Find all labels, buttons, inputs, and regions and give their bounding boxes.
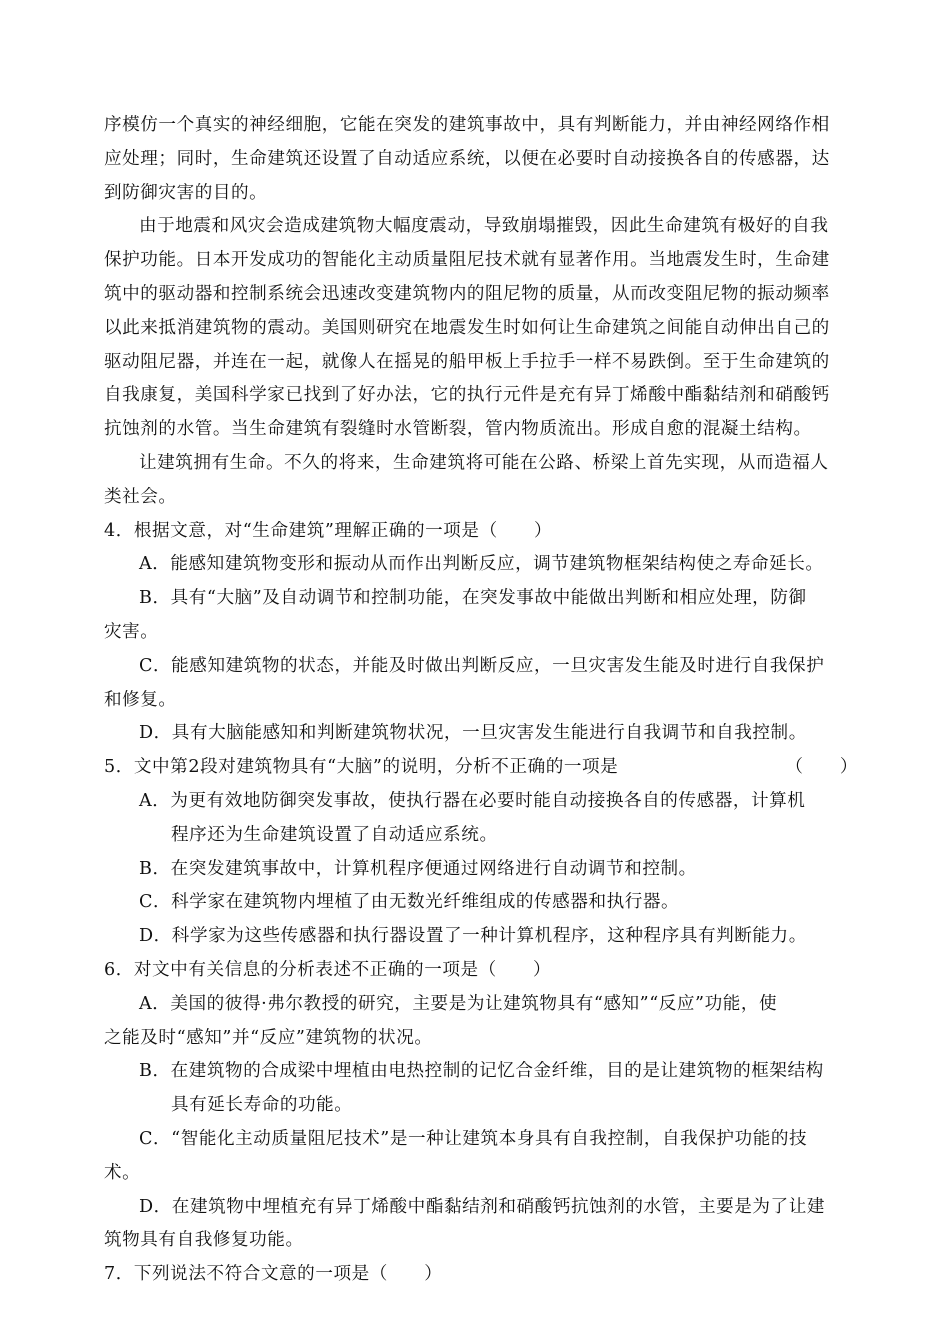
passage-line: 类社会。	[104, 486, 177, 507]
question-5-option-b: B．在突发建筑事故中，计算机程序便通过网络进行自动调节和控制。	[139, 858, 697, 879]
question-4-option-d: D．具有大脑能感知和判断建筑物状况，一旦灾害发生能进行自我调节和自我控制。	[139, 723, 807, 744]
question-6-option-d-continued: 筑物具有自我修复功能。	[104, 1230, 304, 1251]
question-4-stem: 4．根据文意，对“生命建筑”理解正确的一项是（ ）	[104, 520, 553, 541]
question-5-option-d: D．科学家为这些传感器和执行器设置了一种计算机程序，这种程序具有判断能力。	[139, 926, 807, 947]
question-6-option-c: C．“智能化主动质量阻尼技术”是一种让建筑本身具有自我控制，自我保护功能的技	[139, 1128, 808, 1149]
passage-line: 到防御灾害的目的。	[104, 182, 268, 203]
question-5-answer-paren: （ ）	[785, 757, 858, 778]
question-6-option-b: B．在建筑物的合成梁中埋植由电热控制的记忆合金纤维，目的是让建筑物的框架结构	[139, 1061, 824, 1082]
question-6-option-c-continued: 术。	[104, 1162, 141, 1183]
question-5-option-a-continued: 程序还为生命建筑设置了自动适应系统。	[171, 824, 498, 845]
question-4-option-a: A．能感知建筑物变形和振动从而作出判断反应，调节建筑物框架结构使之寿命延长。	[139, 554, 824, 575]
passage-line: 保护功能。日本开发成功的智能化主动质量阻尼技术就有显著作用。当地震发生时，生命建	[104, 250, 830, 271]
question-4-option-c-continued: 和修复。	[104, 689, 177, 710]
question-4-option-b-continued: 灾害。	[104, 621, 159, 642]
passage-line: 筑中的驱动器和控制系统会迅速改变建筑物内的阻尼物的质量，从而改变阻尼物的振动频率	[104, 283, 830, 304]
passage-line: 应处理；同时，生命建筑还设置了自动适应系统，以便在必要时自动接换各自的传感器，达	[104, 148, 830, 169]
question-5-stem: 5．文中第2段对建筑物具有“大脑”的说明，分析不正确的一项是	[104, 757, 619, 778]
question-5-stem-row	[104, 751, 872, 785]
passage-line: 由于地震和风灾会造成建筑物大幅度震动，导致崩塌摧毁，因此生命建筑有极好的自我	[139, 216, 829, 237]
question-6-stem: 6．对文中有关信息的分析表述不正确的一项是（ ）	[104, 959, 552, 980]
passage-line: 让建筑拥有生命。不久的将来，生命建筑将可能在公路、桥梁上首先实现，从而造福人	[139, 452, 829, 473]
question-6-option-d: D．在建筑物中埋植充有异丁烯酸中酯黏结剂和硝酸钙抗蚀剂的水管，主要是为了让建	[139, 1196, 825, 1217]
passage-line: 序模仿一个真实的神经细胞，它能在突发的建筑事故中，具有判断能力，并由神经网络作相	[104, 115, 830, 135]
passage-line: 驱动阻尼器，并连在一起，就像人在摇晃的船甲板上手拉手一样不易跌倒。至于生命建筑的	[104, 351, 830, 372]
question-6-option-a-continued: 之能及时“感知”并“反应”建筑物的状况。	[104, 1027, 433, 1048]
passage-line: 自我康复，美国科学家已找到了好办法，它的执行元件是充有异丁烯酸中酯黏结剂和硝酸钙	[104, 385, 830, 406]
question-7-stem: 7．下列说法不符合文意的一项是（ ）	[104, 1264, 443, 1285]
passage-line: 抗蚀剂的水管。当生命建筑有裂缝时水管断裂，管内物质流出。形成自愈的混凝土结构。	[104, 419, 812, 440]
question-6-option-b-continued: 具有延长寿命的功能。	[171, 1095, 353, 1116]
question-6-option-a: A．美国的彼得·弗尔教授的研究，主要是为让建筑物具有“感知”“反应”功能，使	[139, 993, 778, 1014]
question-4-option-b: B．具有“大脑”及自动调节和控制功能，在突发事故中能做出判断和相应处理，防御	[139, 588, 807, 609]
question-5-option-a: A．为更有效地防御突发事故，使执行器在必要时能自动接换各自的传感器，计算机	[139, 790, 806, 811]
question-5-option-c: C．科学家在建筑物内埋植了由无数光纤维组成的传感器和执行器。	[139, 892, 680, 913]
document-page	[104, 109, 872, 1292]
passage-line: 以此来抵消建筑物的震动。美国则研究在地震发生时如何让生命建筑之间能自动伸出自己的	[104, 317, 830, 338]
question-4-option-c: C．能感知建筑物的状态，并能及时做出判断反应，一旦灾害发生能及时进行自我保护	[139, 655, 825, 676]
